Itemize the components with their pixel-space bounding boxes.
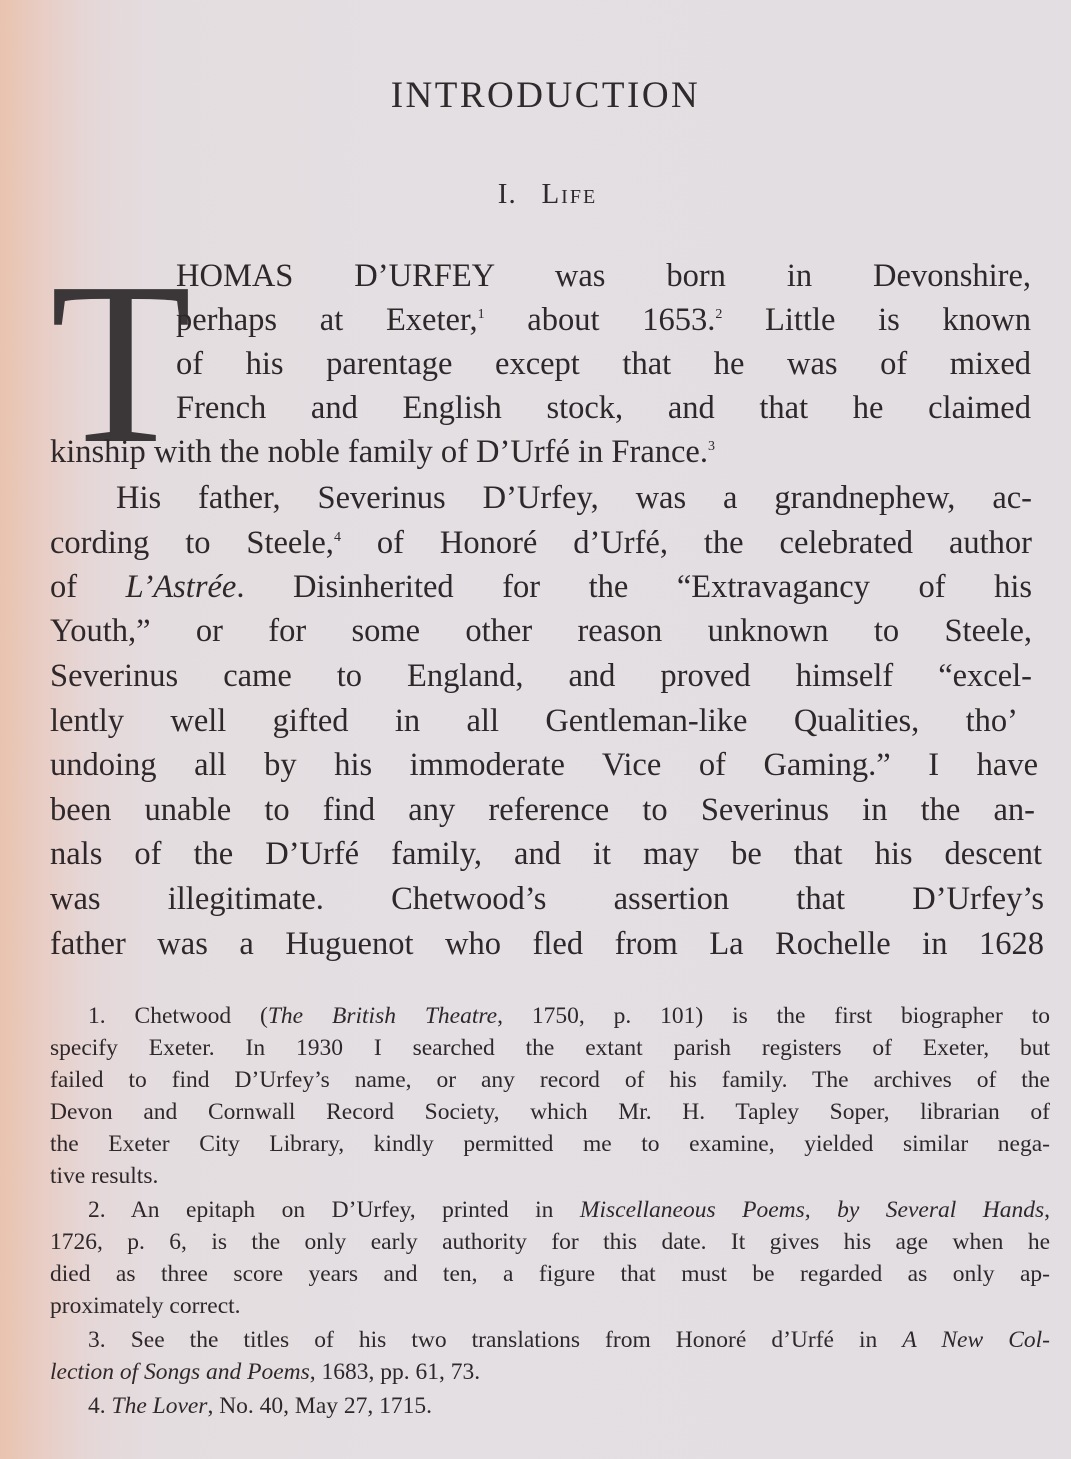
work-title: The British Theatre bbox=[267, 1003, 498, 1029]
body-line: father was a Huguenot who fled from La Rochelle in 1628 bbox=[50, 926, 1044, 962]
footnote-line: failed to find D’Urfey’s name, or any record of his family. The archives of the bbox=[50, 1067, 1050, 1093]
footnote-line: specify Exeter. In 1930 I searched the extant parish registers of Exeter, but bbox=[50, 1035, 1050, 1061]
body-line: lently well gifted in all Gentleman-like Qualities, tho’ bbox=[50, 703, 1018, 739]
footnote-line: proximately correct. bbox=[50, 1293, 241, 1319]
work-title: L’Astrée bbox=[125, 569, 237, 605]
body-line: was illegitimate. Chetwood’s assertion that D’Urfey’s bbox=[50, 881, 1044, 917]
footnote-1 bbox=[88, 1003, 1050, 1030]
text: . Disinherited for the “Extravagancy of his bbox=[236, 569, 1032, 605]
body-line: undoing all by his immoderate Vice of Gaming.” I have bbox=[50, 747, 1038, 783]
page-title: INTRODUCTION bbox=[390, 75, 701, 116]
footnote-line: the Exeter City Library, kindly permitted me to examine, yielded similar nega- bbox=[50, 1131, 1050, 1157]
body-line: of his parentage except that he was of mixed bbox=[176, 346, 1031, 382]
work-title: A New Col- bbox=[902, 1327, 1050, 1353]
text: Little is known bbox=[722, 302, 1031, 338]
text: cording to Steele, bbox=[50, 525, 334, 561]
text: , 1683, pp. 61, 73. bbox=[309, 1359, 481, 1385]
footnote-3 bbox=[88, 1327, 1050, 1354]
work-title: The Lover bbox=[111, 1393, 208, 1419]
footnote-ref-2[interactable]: 2 bbox=[715, 307, 723, 322]
text: kinship with the noble family of D’Urfé in France. bbox=[50, 434, 708, 470]
footnote-line: Devon and Cornwall Record Society, which Mr. H. Tapley Soper, librarian of bbox=[50, 1099, 1050, 1125]
body-line: His father, Severinus D’Urfey, was a grandnephew, ac- bbox=[116, 480, 1032, 516]
footnote-ref-4[interactable]: 4 bbox=[333, 530, 341, 545]
text: about 1653. bbox=[484, 302, 716, 338]
footnote-4 bbox=[88, 1393, 1050, 1420]
body-line bbox=[176, 258, 1031, 295]
text: perhaps at Exeter, bbox=[176, 302, 478, 338]
footnote-line: tive results. bbox=[50, 1163, 159, 1189]
body-line bbox=[50, 434, 1045, 471]
text: of Honoré d’Urfé, the celebrated author bbox=[340, 525, 1032, 561]
footnote-ref-1[interactable]: 1 bbox=[477, 307, 485, 322]
body-line bbox=[176, 302, 1031, 339]
section-heading bbox=[0, 178, 1071, 211]
section-number: I. bbox=[497, 178, 517, 210]
text: , 1750, p. 101) is the first biographer to bbox=[497, 1003, 1050, 1029]
footnote-line: 1726, p. 6, is the only early authority for this date. It gives his age when he bbox=[50, 1229, 1050, 1255]
body-line: Youth,” or for some other reason unknown to Steele, bbox=[50, 613, 1032, 649]
text: of bbox=[50, 569, 126, 605]
body-line bbox=[50, 569, 1032, 606]
text: , bbox=[1044, 1197, 1050, 1223]
body-line: nals of the D’Urfé family, and it may be that his descent bbox=[50, 836, 1042, 872]
footnote-line bbox=[50, 1359, 1050, 1386]
body-line: Severinus came to England, and proved himself “excel- bbox=[50, 658, 1032, 694]
text: 4. bbox=[88, 1393, 112, 1419]
footnote-2 bbox=[88, 1197, 1050, 1224]
text: 2. An epitaph on D’Urfey, printed in bbox=[88, 1197, 580, 1223]
body-line: French and English stock, and that he claimed bbox=[176, 390, 1031, 426]
footnote-ref-3[interactable]: 3 bbox=[707, 439, 715, 454]
body-line: been unable to find any reference to Severinus in the an- bbox=[50, 792, 1035, 828]
text: 1. Chetwood ( bbox=[88, 1003, 268, 1029]
body-line bbox=[50, 525, 1032, 562]
work-title: lection of Songs and Poems bbox=[50, 1359, 310, 1385]
text: 3. See the titles of his two translations from Honoré d’Urfé in bbox=[88, 1327, 903, 1353]
footnote-line: died as three score years and ten, a figure that must be regarded as only ap- bbox=[50, 1261, 1050, 1287]
section-title: Life bbox=[541, 178, 598, 210]
text: , No. 40, May 27, 1715. bbox=[207, 1393, 432, 1419]
drop-cap: T bbox=[50, 235, 192, 492]
work-title: Miscellaneous Poems, by Several Hands bbox=[579, 1197, 1045, 1223]
text: HOMAS D’URFEY was born in Devonshire, bbox=[176, 258, 1031, 294]
